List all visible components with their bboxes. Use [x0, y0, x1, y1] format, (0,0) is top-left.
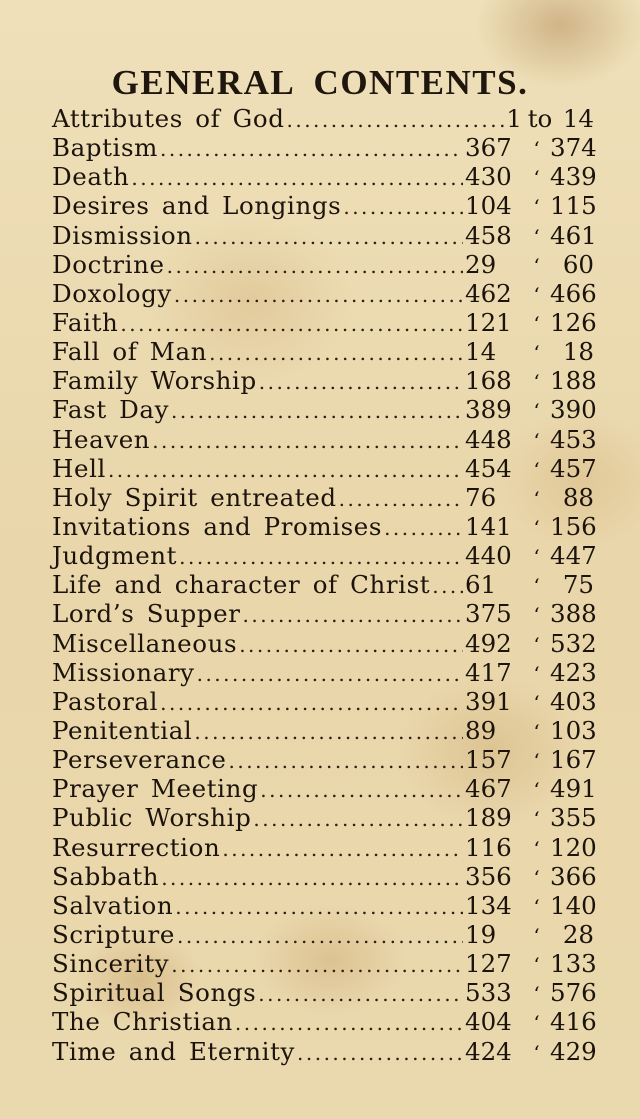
entry-topic: Sabbath	[52, 861, 160, 891]
contents-entry	[52, 686, 597, 716]
entry-end-page: 103	[550, 715, 597, 745]
entry-pages	[465, 366, 597, 397]
entry-start-page: 157	[465, 745, 512, 775]
entry-start-page: 189	[465, 803, 512, 833]
contents-entry	[52, 511, 597, 541]
entry-pages	[465, 745, 597, 776]
entry-range-separator: ‘	[533, 836, 540, 861]
entry-range-separator: ‘	[533, 661, 540, 686]
dot-leader	[239, 631, 463, 660]
entry-end-page: 403	[550, 686, 597, 716]
entry-start-page: 454	[465, 453, 512, 483]
contents-entry	[52, 220, 597, 250]
contents-entry	[52, 541, 597, 571]
entry-range-separator: ‘	[533, 137, 540, 162]
entry-start-page: 533	[465, 978, 512, 1008]
entry-topic: The Christian	[52, 1007, 233, 1037]
entry-range-separator: ‘	[533, 545, 540, 570]
entry-topic: Spiritual Songs	[52, 978, 257, 1008]
entry-pages	[465, 307, 597, 339]
entry-range-separator: ‘	[533, 282, 540, 307]
entry-range-separator: ‘	[533, 399, 540, 424]
entry-start-page: 29	[465, 249, 497, 279]
entry-range-separator: ‘	[533, 923, 540, 948]
entry-topic: Holy Spirit entreated	[52, 482, 337, 512]
dot-leader	[339, 485, 463, 514]
entry-start-page: 89	[465, 715, 497, 745]
entry-pages	[465, 1007, 597, 1038]
entry-topic: Death	[52, 162, 130, 192]
entry-end-page: 390	[550, 395, 597, 425]
contents-entry	[52, 832, 597, 862]
entry-start-page: 430	[465, 162, 512, 192]
entry-end-page: 461	[550, 220, 597, 250]
entry-range-separator: ‘	[533, 311, 540, 336]
entry-topic: Judgment	[52, 541, 178, 571]
dot-leader	[160, 135, 463, 164]
entry-start-page: 76	[465, 482, 497, 512]
entry-start-page: 367	[465, 133, 512, 163]
entry-pages	[465, 978, 597, 1009]
entry-range-separator: ‘	[533, 749, 540, 774]
entry-range-separator: ‘	[533, 457, 540, 482]
entry-pages	[465, 686, 597, 718]
entry-end-page: 447	[550, 541, 597, 571]
entry-range-separator: ‘	[533, 253, 540, 278]
entry-end-page: 28	[562, 919, 594, 949]
contents-entry	[52, 745, 597, 775]
entry-end-page: 439	[550, 162, 597, 192]
entry-start-page: 134	[465, 890, 512, 920]
contents-entry	[52, 424, 597, 454]
entry-range-separator: ‘	[533, 865, 540, 890]
entry-start-page: 404	[465, 1007, 512, 1037]
contents-entry	[52, 395, 597, 425]
dot-leader	[229, 747, 463, 776]
entry-topic: Prayer Meeting	[52, 774, 259, 804]
contents-entry	[52, 570, 594, 599]
entry-range-separator: ‘	[533, 370, 540, 395]
contents-entry	[52, 133, 597, 163]
entry-pages	[506, 104, 594, 133]
entry-range-separator: ‘	[533, 1040, 540, 1065]
entry-topic: Missionary	[52, 657, 195, 687]
entry-pages	[465, 541, 597, 572]
dot-leader	[174, 281, 463, 310]
entry-range-separator: ‘	[533, 341, 540, 366]
contents-entry	[52, 1007, 597, 1037]
entry-range-separator: ‘	[533, 894, 540, 919]
entry-pages	[465, 162, 597, 193]
dot-leader	[343, 193, 463, 222]
entry-topic: Life and character of Christ	[52, 570, 431, 600]
entry-start-page: 104	[465, 191, 512, 221]
entry-topic: Resurrection	[52, 832, 221, 862]
entry-range-separator: ‘	[533, 224, 540, 249]
contents-entry	[52, 657, 597, 687]
contents-entry	[52, 599, 597, 629]
contents-entry	[52, 337, 594, 366]
entry-start-page: 467	[465, 774, 512, 804]
entry-start-page: 492	[465, 628, 512, 658]
entry-topic: Penitential	[52, 715, 193, 745]
entry-topic: Pastoral	[52, 686, 159, 716]
entry-pages	[465, 191, 597, 222]
entry-start-page: 458	[465, 220, 512, 250]
entry-end-page: 126	[550, 307, 597, 337]
entry-pages	[465, 803, 597, 834]
contents-entry	[52, 191, 597, 221]
entry-end-page: 14	[562, 104, 594, 133]
entry-end-page: 167	[550, 745, 597, 775]
dot-leader	[171, 397, 463, 426]
entry-end-page: 429	[550, 1036, 597, 1066]
entry-topic: Desires and Longings	[52, 191, 342, 221]
dot-leader	[253, 805, 463, 834]
entry-end-page: 453	[550, 424, 597, 454]
contents-list	[52, 104, 597, 1066]
entry-end-page: 423	[550, 657, 597, 687]
contents-entry	[52, 250, 594, 279]
dot-leader	[120, 310, 463, 339]
entry-topic: Fall of Man	[52, 337, 208, 367]
dot-leader	[432, 572, 463, 601]
contents-entry	[52, 453, 597, 483]
contents-entry	[52, 978, 597, 1008]
entry-range-separator: ‘	[533, 632, 540, 657]
entry-pages	[465, 250, 594, 281]
entry-end-page: 532	[550, 628, 597, 658]
dot-leader	[167, 252, 463, 281]
entry-start-page: 417	[465, 657, 512, 687]
entry-end-page: 355	[550, 803, 597, 833]
contents-entry	[52, 861, 597, 891]
entry-topic: Lord’s Supper	[52, 599, 241, 629]
dot-leader	[243, 601, 463, 630]
entry-pages	[465, 774, 597, 805]
entry-start-page: 168	[465, 366, 512, 396]
entry-start-page: 61	[465, 570, 497, 600]
entry-topic: Salvation	[52, 890, 174, 920]
contents-entry	[52, 1036, 597, 1066]
entry-start-page: 141	[465, 511, 512, 541]
contents-entry	[52, 890, 597, 920]
entry-pages	[465, 628, 597, 660]
entry-pages	[465, 715, 597, 747]
entry-pages	[465, 657, 597, 689]
entry-topic: Baptism	[52, 133, 158, 163]
entry-start-page: 1	[506, 104, 522, 133]
entry-topic: Public Worship	[52, 803, 252, 833]
dot-leader	[260, 776, 463, 805]
contents-entry	[52, 162, 597, 192]
entry-range-separator: ‘	[533, 195, 540, 220]
entry-pages	[465, 424, 597, 456]
entry-range-separator: ‘	[533, 807, 540, 832]
entry-topic: Scripture	[52, 919, 175, 949]
entry-start-page: 440	[465, 541, 512, 571]
entry-pages	[465, 949, 597, 980]
dot-leader	[235, 1009, 463, 1038]
entry-range-separator: ‘	[533, 515, 540, 540]
dot-leader	[259, 368, 463, 397]
entry-pages	[465, 570, 594, 601]
entry-end-page: 466	[550, 278, 597, 308]
entry-range-separator: ‘	[533, 574, 540, 599]
entry-end-page: 374	[550, 133, 597, 163]
entry-range-separator: ‘	[533, 428, 540, 453]
entry-start-page: 14	[465, 337, 497, 367]
entry-start-page: 448	[465, 424, 512, 454]
entry-pages	[465, 220, 597, 252]
entry-topic: Attributes of God	[52, 104, 285, 133]
entry-start-page: 391	[465, 686, 512, 716]
entry-start-page: 389	[465, 395, 512, 425]
entry-start-page: 127	[465, 949, 512, 979]
dot-leader	[179, 543, 463, 572]
entry-range-separator: ‘	[533, 486, 540, 511]
dot-leader	[194, 718, 463, 747]
entry-topic: Doctrine	[52, 249, 165, 279]
contents-entry	[52, 803, 597, 833]
entry-start-page: 356	[465, 861, 512, 891]
entry-start-page: 424	[465, 1036, 512, 1066]
dot-leader	[108, 456, 463, 485]
entry-topic: Time and Eternity	[52, 1036, 295, 1066]
contents-entry	[52, 920, 594, 949]
entry-start-page: 121	[465, 307, 512, 337]
entry-pages	[465, 890, 597, 922]
contents-entry	[52, 104, 594, 133]
entry-end-page: 75	[562, 570, 594, 600]
contents-entry	[52, 366, 597, 396]
entry-topic: Doxology	[52, 278, 172, 308]
dot-leader	[175, 893, 463, 922]
entry-range-separator: ‘	[533, 778, 540, 803]
dot-leader	[161, 864, 463, 893]
dot-leader	[222, 835, 463, 864]
contents-entry	[52, 483, 594, 512]
dot-leader	[209, 339, 463, 368]
entry-pages	[465, 599, 597, 630]
entry-topic: Perseverance	[52, 745, 227, 775]
entry-end-page: 88	[562, 482, 594, 512]
entry-pages	[465, 483, 594, 514]
dot-leader	[177, 922, 463, 951]
entry-end-page: 156	[550, 511, 597, 541]
entry-topic: Family Worship	[52, 366, 257, 396]
entry-range-separator: ‘	[533, 690, 540, 715]
entry-topic: Dismission	[52, 220, 193, 250]
entry-end-page: 18	[562, 337, 594, 367]
entry-end-page: 491	[550, 774, 597, 804]
entry-range-separator: ‘	[533, 719, 540, 744]
dot-leader	[131, 164, 463, 193]
entry-start-page: 462	[465, 278, 512, 308]
entry-topic: Miscellaneous	[52, 628, 238, 658]
contents-entry	[52, 715, 597, 745]
entry-range-separator: ‘	[533, 1011, 540, 1036]
entry-start-page: 116	[465, 832, 512, 862]
entry-pages	[465, 511, 597, 543]
contents-entry	[52, 628, 597, 658]
entry-pages	[465, 278, 597, 310]
entry-pages	[465, 395, 597, 426]
dot-leader	[297, 1039, 463, 1068]
entry-topic: Faith	[52, 307, 119, 337]
entry-range-separator: ‘	[533, 603, 540, 628]
entry-pages	[465, 133, 597, 164]
dot-leader	[160, 689, 463, 718]
entry-range-separator: ‘	[533, 166, 540, 191]
dot-leader	[171, 951, 463, 980]
entry-end-page: 576	[550, 978, 597, 1008]
dot-leader	[384, 514, 463, 543]
entry-end-page: 188	[550, 366, 597, 396]
entry-topic: Sincerity	[52, 949, 170, 979]
page-title: GENERAL CONTENTS.	[111, 63, 529, 103]
contents-entry	[52, 307, 597, 337]
entry-pages	[465, 920, 594, 951]
entry-end-page: 416	[550, 1007, 597, 1037]
entry-start-page: 19	[465, 919, 497, 949]
entry-topic: Heaven	[52, 424, 151, 454]
contents-entry	[52, 278, 597, 308]
entry-end-page: 60	[562, 249, 594, 279]
entry-end-page: 120	[550, 832, 597, 862]
entry-topic: Hell	[52, 453, 106, 483]
entry-start-page: 375	[465, 599, 512, 629]
entry-end-page: 115	[550, 191, 597, 221]
entry-end-page: 457	[550, 453, 597, 483]
entry-pages	[465, 337, 594, 368]
entry-pages	[465, 453, 597, 485]
entry-end-page: 133	[550, 949, 597, 979]
entry-topic: Invitations and Promises	[52, 511, 383, 541]
contents-entry	[52, 774, 597, 804]
entry-range-separator: ‘	[533, 953, 540, 978]
entry-pages	[465, 861, 597, 893]
entry-pages	[465, 1036, 597, 1068]
entry-range-separator: to	[527, 104, 553, 133]
entry-end-page: 140	[550, 890, 597, 920]
entry-end-page: 388	[550, 599, 597, 629]
entry-topic: Fast Day	[52, 395, 170, 425]
entry-range-separator: ‘	[533, 982, 540, 1007]
contents-entry	[52, 949, 597, 979]
dot-leader	[152, 427, 463, 456]
dot-leader	[258, 980, 463, 1009]
dot-leader	[195, 223, 463, 252]
dot-leader	[197, 660, 463, 689]
entry-end-page: 366	[550, 861, 597, 891]
dot-leader	[286, 106, 504, 135]
entry-pages	[465, 832, 597, 864]
